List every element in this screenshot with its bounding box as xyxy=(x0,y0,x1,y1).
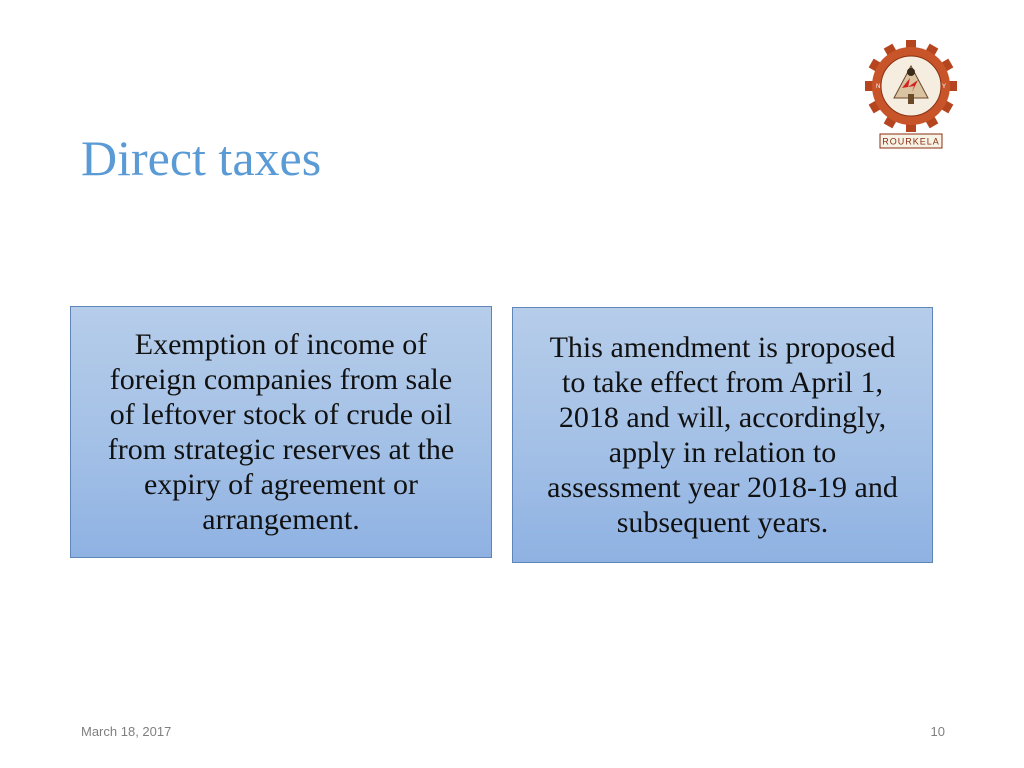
svg-text:Y: Y xyxy=(942,84,947,90)
footer-date: March 18, 2017 xyxy=(81,724,172,739)
left-box-line: Exemption of income of xyxy=(134,328,428,361)
svg-text:N: N xyxy=(876,84,881,90)
right-box-line: subsequent years. xyxy=(616,506,829,539)
right-box-line: apply in relation to xyxy=(608,436,837,469)
page-number: 10 xyxy=(930,724,945,739)
content-box-left xyxy=(70,306,492,558)
left-box-line: arrangement. xyxy=(202,503,360,536)
content-box-left-text xyxy=(108,327,455,537)
content-box-right-text xyxy=(547,330,898,540)
right-box-line: assessment year 2018-19 and xyxy=(547,471,898,504)
left-box-line: foreign companies from sale xyxy=(109,363,453,396)
svg-text:ROURKELA: ROURKELA xyxy=(882,136,940,147)
slide-title: Direct taxes xyxy=(81,130,322,186)
institute-logo xyxy=(864,40,958,152)
left-box-line: expiry of agreement or xyxy=(143,468,419,501)
right-box-line: to take effect from April 1, xyxy=(561,366,883,399)
right-box-line: 2018 and will, accordingly, xyxy=(558,401,887,434)
right-box-line: This amendment is proposed xyxy=(549,331,896,364)
left-box-line: from strategic reserves at the xyxy=(107,433,455,466)
content-box-right xyxy=(512,307,933,563)
left-box-line: of leftover stock of crude oil xyxy=(109,398,453,431)
gear-emblem-icon xyxy=(865,40,957,132)
